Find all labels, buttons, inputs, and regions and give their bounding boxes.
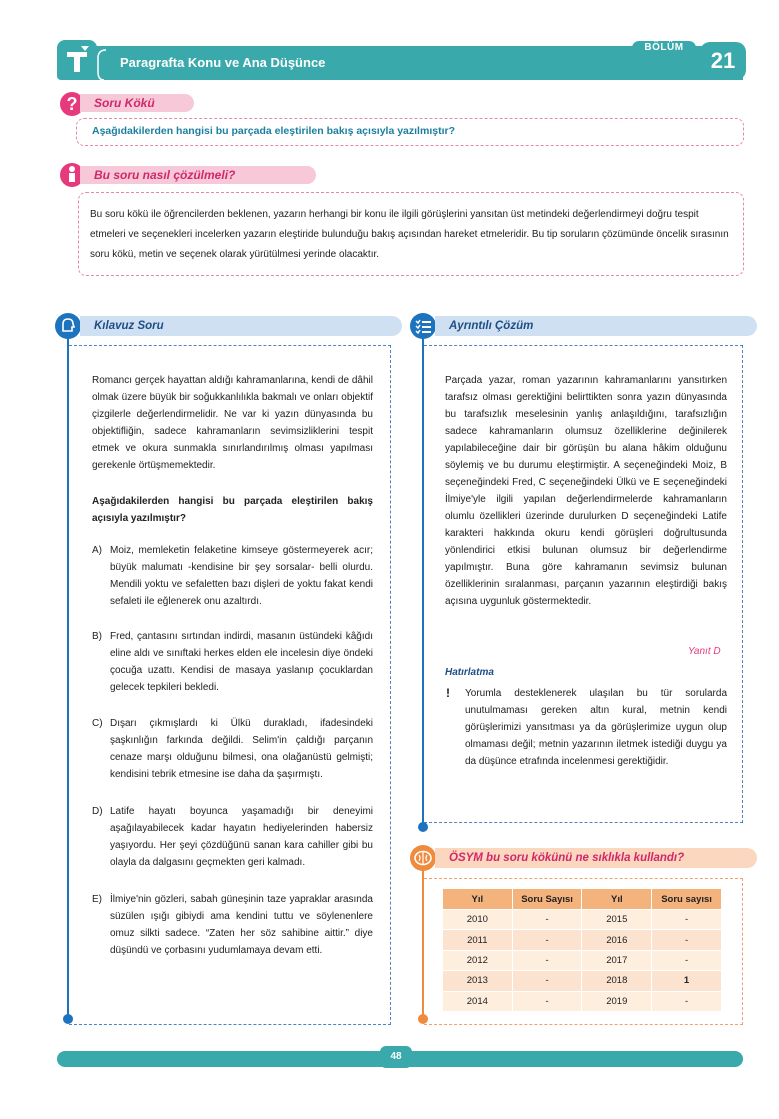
table-cell: - bbox=[652, 930, 722, 950]
table-cell: - bbox=[512, 930, 582, 950]
table-cell: - bbox=[652, 950, 722, 970]
head-profile-icon bbox=[55, 313, 81, 339]
option-text: Moiz, memleketin felaketine kimseye göstermeyerek acır; büyük malumatı -kendisine bir şey sorsalar- belli olurdu. Mendili yoktu ve sefaletten bazı dişleri de yoktu fakat kendi sefaleti ile eğlenerek onu azaltırdı. bbox=[110, 545, 373, 607]
kilavuz-question: Aşağıdakilerden hangisi bu parçada eleştirilen bakış açısıyla yazılmıştır? bbox=[92, 496, 373, 524]
option-c[interactable] bbox=[92, 715, 373, 801]
option-letter: C) bbox=[92, 718, 103, 729]
section-number: 21 bbox=[700, 42, 746, 80]
osym-table bbox=[442, 888, 722, 1012]
option-d[interactable] bbox=[92, 803, 373, 889]
reminder-text: Yorumla desteklenerek ulaşılan bu tür sorularda unutulmaması gereken altın kural, metnin kendi görüşlerimizi yansıtması ya da görüşlerimize uygun olup olmaması değil; metnin yazarının iletmek istediği duygu ya da düşünce etrafında incelenmesi gerektiğidir. bbox=[465, 688, 727, 767]
header-year-1: Yıl bbox=[443, 889, 513, 910]
soru-koku-label: Soru Kökü bbox=[80, 94, 194, 112]
table-cell: 2014 bbox=[443, 991, 513, 1011]
option-text: Dışarı çıkmışlardı ki Ülkü durakladı, ifadesindeki şaşkınlığın farkında değildi. Selim'in çaldığı parçanın cenaze marşı olduğunu bilmesi, ona olağanüstü gelmişti; kendisini tebrik etmesine ise daha da şaşırmıştı. bbox=[110, 718, 373, 780]
answer-label: Yanıt D bbox=[688, 646, 721, 657]
header-year-2: Yıl bbox=[582, 889, 652, 910]
table-cell: 2010 bbox=[443, 910, 513, 930]
option-letter: B) bbox=[92, 631, 102, 642]
option-text: İlmiye'nin gözleri, sabah güneşinin taze yapraklar arasında süzülen ışığı gibiydi ama kendini tuttu ve söylenenlere omuz silkti sadece. “Zaten her söz sahibine aittir.” diye düşündü ve çorbasını yudumlamaya devam etti. bbox=[110, 894, 373, 956]
option-text: Fred, çantasını sırtından indirdi, masanın üstündeki kâğıdı eline aldı ve sınıftaki herkes elden ele incelesin diye öndeki çocuğa uzattı. Kendisi de masaya yaslanıp çocuklardan gelecek tepkileri bekledi. bbox=[110, 631, 373, 693]
option-text: Latife hayatı boyunca yaşamadığı bir deneyimi aşağılayabilecek kadar hayatın hediyelerinden habersiz yaşıyordu. Her şeyi çözdüğünü sanan kara cahiller gibi bu olayla da dalgasını geçmekten geri kalmadı. bbox=[110, 806, 373, 868]
kilavuz-label: Kılavuz Soru bbox=[80, 316, 402, 336]
ayrintili-dot bbox=[418, 822, 428, 832]
osym-label: ÖSYM bu soru kökünü ne sıklıkla kullandı? bbox=[435, 848, 757, 868]
option-a[interactable] bbox=[92, 542, 373, 628]
reminder-title: Hatırlatma bbox=[445, 667, 494, 678]
table-cell: 2013 bbox=[443, 971, 513, 991]
option-letter: E) bbox=[92, 894, 102, 905]
option-e[interactable] bbox=[92, 891, 373, 977]
table-cell: 1 bbox=[652, 971, 722, 991]
table-cell: - bbox=[512, 971, 582, 991]
brain-icon bbox=[410, 845, 436, 871]
kilavuz-dot bbox=[63, 1014, 73, 1024]
header-title: Paragrafta Konu ve Ana Düşünce bbox=[120, 55, 326, 70]
ayrintili-text: Parçada yazar, roman yazarının kahramanlarını yansıtırken tarafsız olması gerektiğini belirttikten sonra yazın dünyasında bu tarafsızlık meselesinin yanlış anlaşıldığını, tarafsızlığın sadece kahramanların olumsuz özelliklerine değinilerek yapılabileceğine dair bir görüşün bu alana hâkim olduğunu söylemiş ve bu durumu eleştirmiştir. A seçeneğindeki Moiz, B seçeneğindeki Fred, C seçeneğindeki Ülkü ve E seçeneğindeki İlmiye'yle ilgili yapılan değerlendirmelerde kahramanların olumlu özellikleri üzerinde durulurken D seçeneğindeki Latife karakteri hakkında okuru kendi görüşleri doğrultusunda yönlendirici etkisi bulunan olumsuz bir değerlendirme yapılmıştır. Buna göre kahramanın sevimsiz bulunan özelliklerinin sıralanması, parçanın yazarının eleştirdiği bakış açısına uygunluk göstermektedir. bbox=[445, 375, 727, 607]
table-row bbox=[443, 930, 722, 950]
table-cell: - bbox=[512, 910, 582, 930]
soru-koku-question: Aşağıdakilerden hangisi bu parçada eleştirilen bakış açısıyla yazılmıştır? bbox=[92, 125, 455, 137]
table-cell: 2019 bbox=[582, 991, 652, 1011]
table-cell: 2011 bbox=[443, 930, 513, 950]
table-row bbox=[443, 991, 722, 1011]
table-cell: - bbox=[652, 910, 722, 930]
table-row bbox=[443, 971, 722, 991]
osym-dot bbox=[418, 1014, 428, 1024]
ayrintili-label: Ayrıntılı Çözüm bbox=[435, 316, 757, 336]
section-label: BÖLÜM bbox=[632, 41, 696, 55]
table-cell: - bbox=[512, 991, 582, 1011]
table-cell: 2017 bbox=[582, 950, 652, 970]
option-letter: A) bbox=[92, 545, 102, 556]
option-letter: D) bbox=[92, 806, 103, 817]
kilavuz-paragraph: Romancı gerçek hayattan aldığı kahramanlarına, kendi de dâhil olmak üzere büyük bir soğukkanlılıkla bakmalı ve onları objektif çizgilerle değerlendirmelidir. Ne var ki yazın dünyasında bu objektifliğin, sadece kahramanların sevimsizliklerini tespit etmek ve okura sunmakla sınırlandırılmış olması yapılması gerekenle örtüşmemektedir. bbox=[92, 375, 373, 471]
table-cell: - bbox=[512, 950, 582, 970]
nasil-label: Bu soru nasıl çözülmeli? bbox=[80, 166, 316, 184]
table-cell: 2016 bbox=[582, 930, 652, 950]
header-count-1: Soru Sayısı bbox=[512, 889, 582, 910]
page-number: 48 bbox=[380, 1046, 412, 1068]
table-cell: 2012 bbox=[443, 950, 513, 970]
table-cell: - bbox=[652, 991, 722, 1011]
header-count-2: Soru sayısı bbox=[652, 889, 722, 910]
option-b[interactable] bbox=[92, 628, 373, 714]
question-icon: ? bbox=[60, 92, 84, 116]
logo-icon bbox=[57, 40, 97, 80]
table-cell: 2018 bbox=[582, 971, 652, 991]
exclamation-icon: ! bbox=[446, 686, 450, 700]
table-row bbox=[443, 910, 722, 930]
table-row bbox=[443, 950, 722, 970]
nasil-text: Bu soru kökü ile öğrencilerden beklenen, yazarın herhangi bir konu ile ilgili görüşlerini yansıtan üst metindeki değerlendirmeyi doğru tespit etmeleri ve seçenekleri incelerken yazarın eleştiride bulunduğu bakış açısından hareket etmeleridir. Bu tip soruların çözümünde öncelik sırasının soru kökü, metin ve seçenek olarak yürütülmesi yerinde olacaktır. bbox=[90, 209, 729, 260]
checklist-icon bbox=[410, 313, 436, 339]
table-cell: 2015 bbox=[582, 910, 652, 930]
